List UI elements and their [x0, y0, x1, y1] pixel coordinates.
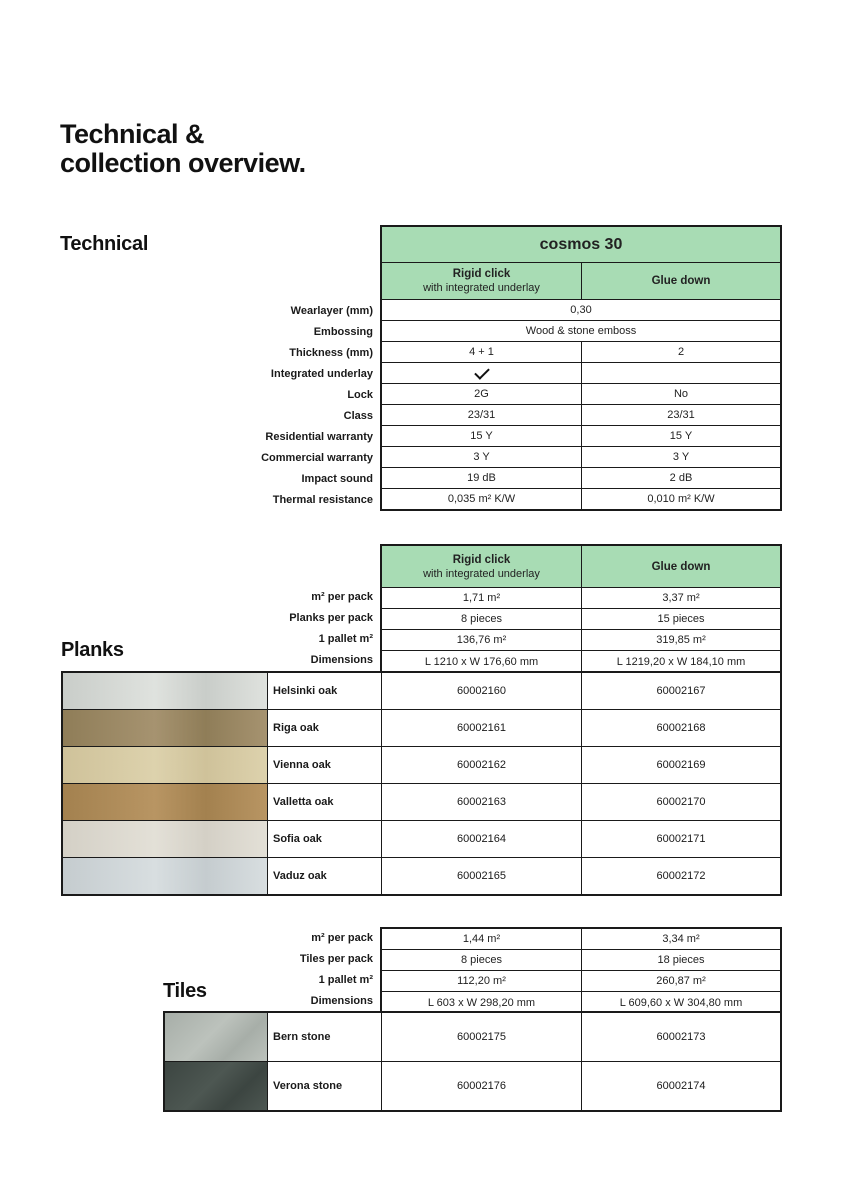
checkmark-icon [474, 364, 490, 380]
column-title: Rigid click [452, 553, 511, 566]
row-label: Class [343, 410, 373, 422]
color-swatch [165, 1013, 268, 1061]
column-subtitle: with integrated underlay [423, 282, 540, 294]
product-row [63, 710, 780, 747]
table-cell: 3,34 m² [581, 929, 780, 949]
table-row [382, 426, 780, 447]
table-cell: 4 + 1 [469, 346, 494, 358]
product-code: 60002167 [581, 673, 780, 709]
table-cell: 3,37 m² [581, 588, 780, 608]
table-cell: 112,20 m² [457, 975, 506, 987]
product-code: 60002165 [457, 870, 506, 882]
product-code: 60002168 [581, 710, 780, 746]
table-cell: 0,30 [570, 304, 592, 316]
table-row [382, 384, 780, 405]
table-row [382, 342, 780, 363]
tiles-spec-table [380, 927, 782, 1013]
table-cell: 23/31 [467, 409, 496, 421]
table-row [382, 992, 780, 1013]
table-row [382, 300, 780, 321]
product-code: 60002173 [581, 1013, 780, 1061]
column-header-glue-down [581, 546, 780, 587]
table-cell: L 1219,20 x W 184,10 mm [581, 651, 780, 672]
product-name: Helsinki oak [268, 673, 382, 709]
column-header-rigid-click [382, 546, 581, 587]
table-row [382, 971, 780, 992]
table-cell: 3 Y [473, 451, 490, 463]
product-code: 60002172 [581, 858, 780, 894]
product-code: 60002162 [457, 759, 506, 771]
table-cell [581, 363, 780, 383]
product-name: Valletta oak [268, 784, 382, 820]
row-label: Embossing [313, 326, 373, 338]
product-row [63, 858, 780, 894]
table-row [382, 651, 780, 672]
color-swatch [63, 821, 268, 857]
product-row [63, 821, 780, 858]
product-code: 60002175 [457, 1031, 506, 1043]
product-row [63, 784, 780, 821]
table-cell: 8 pieces [461, 954, 502, 966]
table-row [382, 468, 780, 489]
table-cell: 1,44 m² [462, 933, 501, 945]
table-cell: 2 [581, 342, 780, 362]
row-label: Dimensions [310, 654, 373, 666]
table-row [382, 447, 780, 468]
product-row [63, 673, 780, 710]
table-cell: 2G [474, 388, 489, 400]
table-row [382, 630, 780, 651]
table-cell: 136,76 m² [456, 634, 507, 646]
collection-header [382, 227, 780, 263]
table-cell: No [581, 384, 780, 404]
collection-name: cosmos 30 [539, 235, 623, 253]
table-row [382, 609, 780, 630]
table-cell: 19 dB [467, 472, 496, 484]
row-label: Dimensions [310, 995, 373, 1007]
table-cell: 1,71 m² [462, 592, 501, 604]
product-code: 60002160 [457, 685, 506, 697]
product-name: Sofia oak [268, 821, 382, 857]
row-label: Wearlayer (mm) [290, 305, 373, 317]
table-cell: 2 dB [581, 468, 780, 488]
color-swatch [63, 858, 268, 894]
table-cell: 3 Y [581, 447, 780, 467]
column-header-glue-down [581, 263, 780, 299]
product-name: Vaduz oak [268, 858, 382, 894]
product-code: 60002174 [581, 1062, 780, 1110]
column-title: Rigid click [452, 268, 511, 280]
row-label: Impact sound [301, 473, 373, 485]
tiles-product-table [163, 1011, 782, 1112]
product-code: 60002164 [457, 833, 506, 845]
column-header-row [382, 263, 780, 300]
row-label: 1 pallet m² [318, 974, 373, 986]
product-row [63, 747, 780, 784]
table-row [382, 405, 780, 426]
planks-spec-table [380, 544, 782, 672]
page-title-line-1: Technical & [60, 119, 205, 149]
row-label: Integrated underlay [270, 368, 373, 380]
table-cell: 18 pieces [581, 950, 780, 970]
table-row [382, 363, 780, 384]
column-header-rigid-click [382, 263, 581, 299]
technical-row-labels [261, 301, 373, 511]
table-row [382, 929, 780, 950]
table-row [382, 950, 780, 971]
row-label: Lock [347, 389, 373, 401]
column-title: Glue down [651, 560, 711, 573]
table-cell: 8 pieces [461, 613, 502, 625]
table-cell: 319,85 m² [581, 630, 780, 650]
table-cell: 15 Y [581, 426, 780, 446]
planks-product-table [61, 671, 782, 896]
page-title [60, 120, 306, 178]
color-swatch [63, 673, 268, 709]
planks-section-title: Planks [61, 639, 124, 661]
color-swatch [63, 784, 268, 820]
color-swatch [63, 747, 268, 783]
row-label: Thermal resistance [272, 494, 373, 506]
table-cell: 0,035 m² K/W [447, 493, 516, 505]
row-label: Commercial warranty [261, 452, 373, 464]
table-row [382, 489, 780, 509]
column-title: Glue down [651, 275, 711, 287]
product-row [165, 1062, 780, 1110]
table-cell: 260,87 m² [581, 971, 780, 991]
technical-table [380, 225, 782, 511]
product-code: 60002163 [457, 796, 506, 808]
product-row [165, 1013, 780, 1062]
column-header-row [382, 546, 780, 588]
table-cell: L 603 x W 298,20 mm [427, 996, 536, 1009]
tiles-section-title: Tiles [163, 980, 207, 1002]
color-swatch [63, 710, 268, 746]
table-cell: 0,010 m² K/W [581, 489, 780, 509]
product-name: Verona stone [268, 1062, 382, 1110]
row-label: m² per pack [311, 591, 373, 603]
product-code: 60002171 [581, 821, 780, 857]
table-cell: L 609,60 x W 304,80 mm [581, 992, 780, 1013]
tiles-spec-labels [300, 928, 373, 1012]
product-name: Bern stone [268, 1013, 382, 1061]
table-cell: 15 pieces [581, 609, 780, 629]
row-label: 1 pallet m² [318, 633, 373, 645]
table-cell: Wood & stone emboss [525, 325, 637, 337]
row-label: m² per pack [311, 932, 373, 944]
row-label: Planks per pack [289, 612, 373, 624]
technical-section-title: Technical [60, 233, 149, 255]
planks-spec-labels [289, 587, 373, 671]
table-cell: 15 Y [470, 430, 493, 442]
table-cell: 23/31 [581, 405, 780, 425]
column-subtitle: with integrated underlay [423, 567, 540, 580]
product-code: 60002176 [457, 1080, 506, 1092]
product-code: 60002161 [457, 722, 506, 734]
table-row [382, 321, 780, 342]
page-title-line-2: collection overview. [60, 148, 306, 178]
product-code: 60002170 [581, 784, 780, 820]
row-label: Residential warranty [265, 431, 373, 443]
row-label: Thickness (mm) [289, 347, 373, 359]
table-cell [382, 363, 581, 383]
table-cell: L 1210 x W 176,60 mm [424, 655, 539, 668]
product-code: 60002169 [581, 747, 780, 783]
product-name: Vienna oak [268, 747, 382, 783]
product-name: Riga oak [268, 710, 382, 746]
row-label: Tiles per pack [299, 953, 373, 965]
color-swatch [165, 1062, 268, 1110]
table-row [382, 588, 780, 609]
